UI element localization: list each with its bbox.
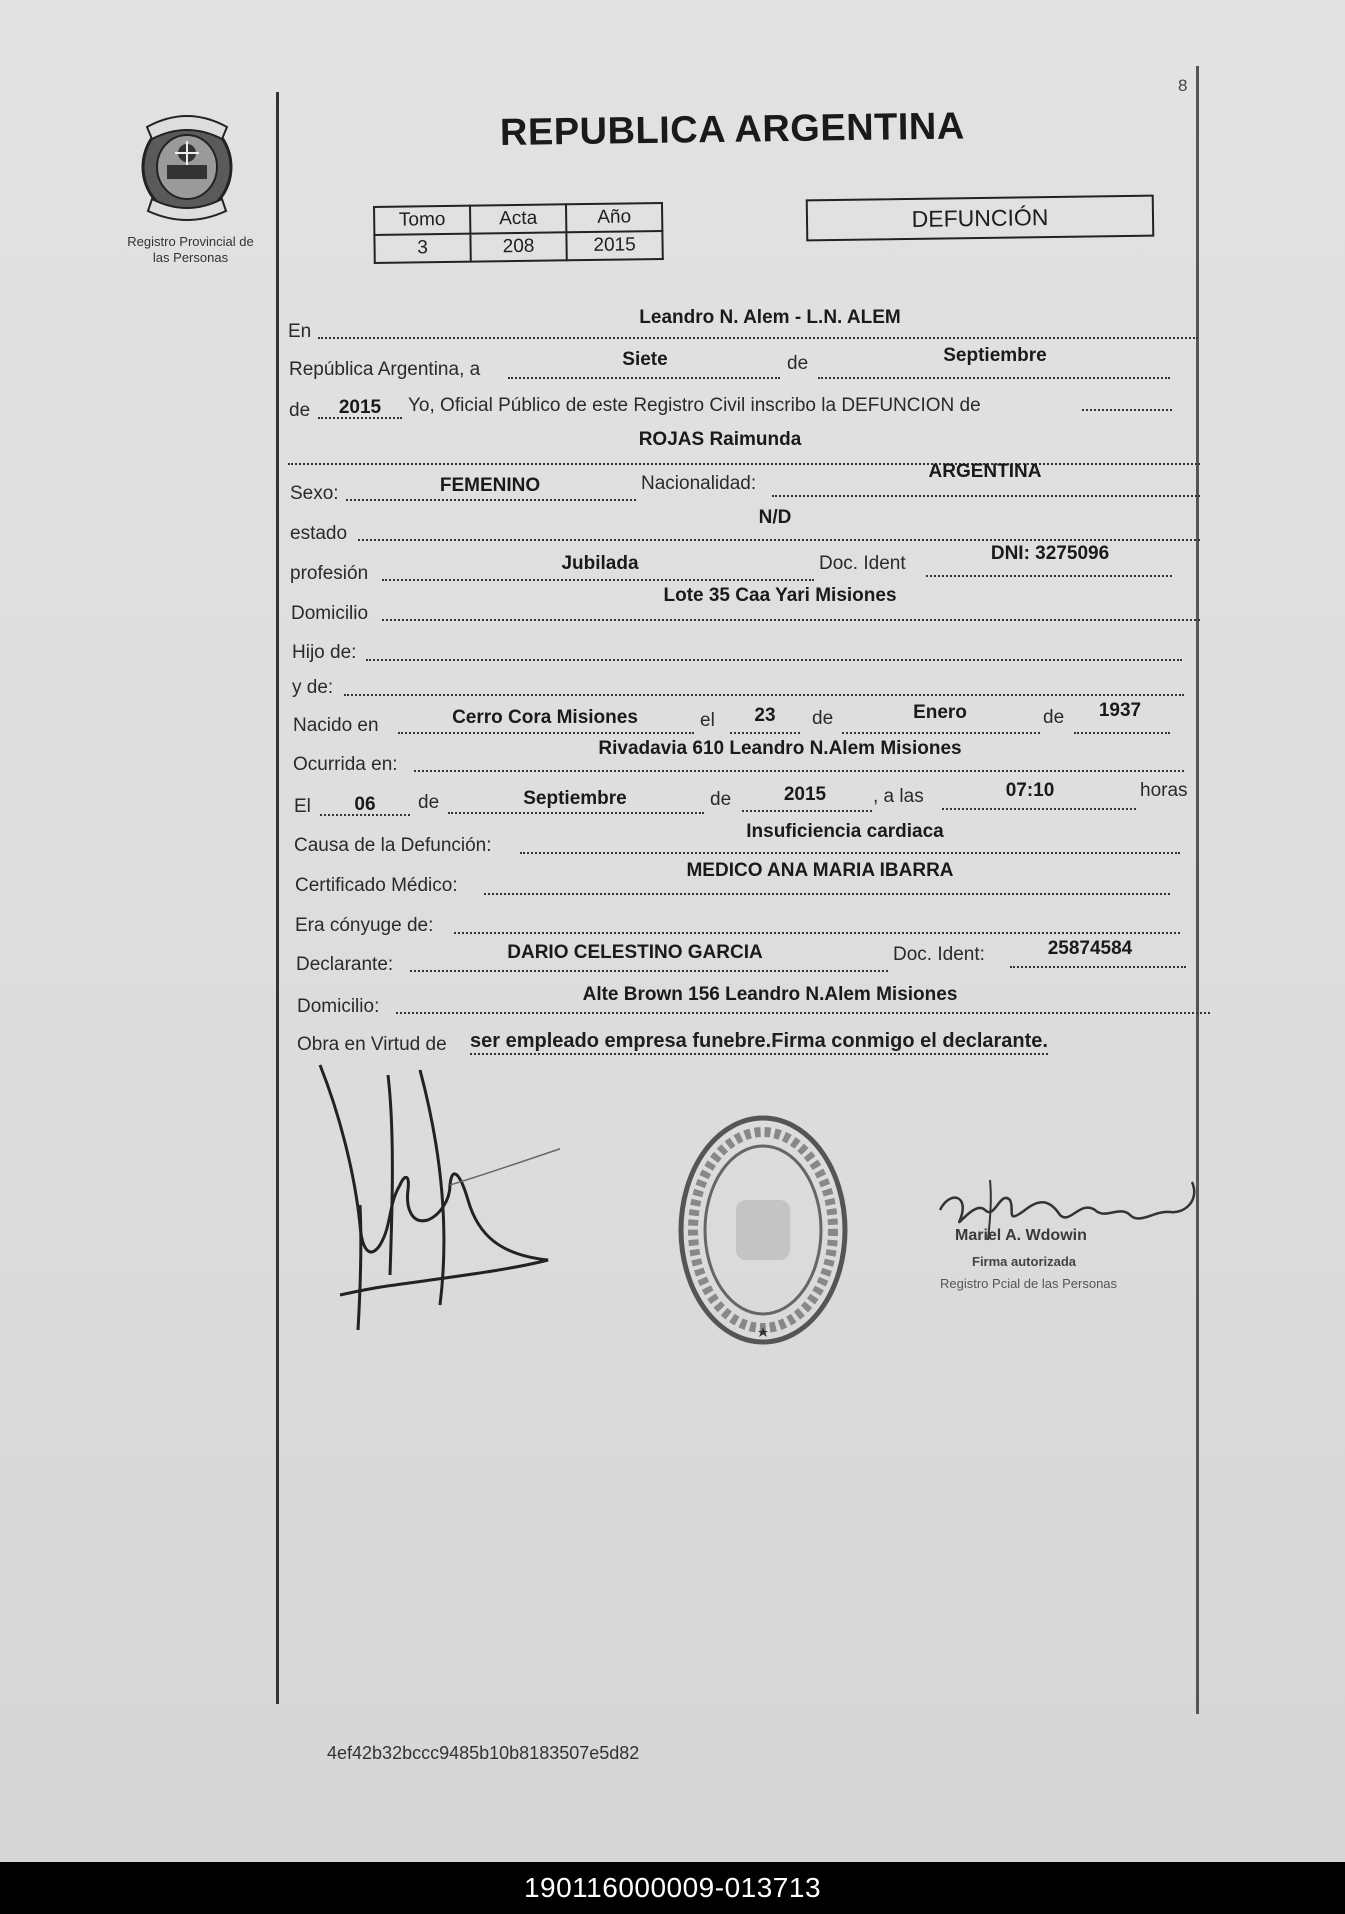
record-reference-table [373, 202, 664, 264]
label-domicilio-2: Domicilio: [297, 996, 380, 1017]
value-ocurrida: Rivadavia 610 Leandro N.Alem Misiones [598, 738, 962, 759]
value-obra: ser empleado empresa funebre.Firma conmigo el declarante. [470, 1030, 1048, 1055]
registry-seal-icon [668, 1105, 858, 1355]
dots-conyuge [454, 910, 1180, 934]
label-estado: estado [290, 523, 348, 544]
label-profesion: profesión [290, 563, 369, 584]
row-causa [0, 821, 1345, 864]
label-el: el [700, 710, 715, 731]
value-death-time: 07:10 [1005, 780, 1055, 801]
label-certificado: Certificado Médico: [295, 875, 458, 896]
ref-value-tomo: 3 [374, 234, 470, 263]
text-oficial: Yo, Oficial Público de este Registro Civil inscribo la DEFUNCION de [408, 395, 981, 416]
official-role: Firma autorizada [972, 1254, 1077, 1269]
value-declarante: DARIO CELESTINO GARCIA [507, 942, 763, 963]
row-deceased-name [0, 429, 1345, 469]
row-profesion [0, 543, 1345, 587]
row-death-date [0, 780, 1345, 822]
value-birth-month: Enero [913, 702, 967, 723]
label-sexo: Sexo: [290, 483, 339, 504]
value-day-word: Siete [622, 349, 668, 370]
ref-value-acta: 208 [470, 232, 566, 261]
value-birth-year: 1937 [1098, 700, 1142, 721]
row-estado [0, 507, 1345, 547]
row-declarante [0, 938, 1345, 982]
value-deceased-name: ROJAS Raimunda [638, 429, 802, 450]
ref-header-acta: Acta [470, 204, 566, 233]
value-doc-ident: DNI: 3275096 [990, 543, 1110, 564]
label-doc-ident: Doc. Ident [819, 553, 906, 574]
value-causa: Insuficiencia cardiaca [746, 821, 944, 842]
value-declarante-doc: 25874584 [1047, 938, 1133, 959]
barcode-footer: 190116000009-013713 [0, 1862, 1345, 1914]
document-hash: 4ef42b32bccc9485b10b8183507e5d82 [327, 1743, 640, 1763]
label-de-1: de [787, 353, 809, 374]
crest-caption-line1: Registro Provincial de [127, 234, 254, 249]
label-hijo-de: Hijo de: [292, 642, 357, 663]
row-domicilio-declarante [0, 984, 1345, 1024]
document-title: REPUBLICA ARGENTINA [499, 105, 966, 154]
label-en: En [288, 321, 312, 342]
label-conyuge: Era cónyuge de: [295, 915, 434, 936]
label-obra: Obra en Virtud de [297, 1034, 447, 1055]
label-nacido: Nacido en [293, 715, 379, 736]
record-type-box: DEFUNCIÓN [806, 195, 1155, 242]
label-a-las: , a las [873, 786, 924, 807]
value-sexo: FEMENINO [439, 475, 541, 496]
ref-value-ano: 2015 [566, 231, 662, 260]
label-y-de: y de: [292, 677, 334, 698]
label-republica: República Argentina, a [289, 359, 481, 380]
value-year: 2015 [338, 397, 382, 418]
value-estado: N/D [758, 507, 792, 528]
crest-caption [108, 234, 273, 266]
crest-caption-line2: las Personas [152, 250, 229, 265]
value-death-month: Septiembre [523, 788, 627, 809]
label-causa: Causa de la Defunción: [294, 835, 492, 856]
value-month-word: Septiembre [943, 345, 1047, 366]
row-obra-en-virtud [0, 1030, 1345, 1064]
value-death-year: 2015 [783, 784, 827, 805]
official-office: Registro Pcial de las Personas [940, 1276, 1118, 1291]
dots-oficial-end [1082, 387, 1172, 411]
value-nacido: Cerro Cora Misiones [452, 707, 638, 728]
value-nacionalidad: ARGENTINA [928, 461, 1042, 482]
label-de-2: de [289, 400, 311, 421]
row-date-line [0, 345, 1345, 389]
dots-hijo-de [366, 637, 1182, 661]
label-domicilio: Domicilio [291, 603, 369, 624]
value-domicilio: Lote 35 Caa Yari Misiones [663, 585, 897, 606]
row-certificado [0, 860, 1345, 905]
label-de-4: de [1043, 707, 1065, 728]
ref-header-tomo: Tomo [374, 206, 470, 235]
dots-y-de [344, 672, 1184, 696]
value-profesion: Jubilada [561, 553, 639, 574]
row-domicilio [0, 585, 1345, 629]
label-el-2: El [294, 796, 311, 817]
declarant-signature-icon [300, 1055, 560, 1335]
label-declarante-doc: Doc. Ident: [893, 944, 985, 965]
ref-header-ano: Año [566, 203, 662, 232]
provincial-crest-icon [132, 105, 242, 223]
row-hijo-de [0, 637, 1345, 671]
label-horas: horas [1140, 780, 1188, 801]
label-declarante: Declarante: [296, 954, 394, 975]
row-sexo [0, 461, 1345, 507]
label-de-5: de [418, 792, 440, 813]
value-certificado: MEDICO ANA MARIA IBARRA [686, 860, 954, 881]
row-oficial [0, 395, 1345, 429]
row-en [0, 307, 1345, 349]
row-ocurrida [0, 738, 1345, 782]
label-de-3: de [812, 708, 834, 729]
page-number: 8 [1178, 76, 1188, 95]
label-ocurrida: Ocurrida en: [293, 754, 398, 775]
label-de-6: de [710, 789, 732, 810]
value-domicilio-2: Alte Brown 156 Leandro N.Alem Misiones [582, 984, 958, 1005]
value-birth-day: 23 [754, 705, 776, 726]
official-name: Mariel A. Wdowin [955, 1227, 1087, 1244]
value-death-day: 06 [354, 794, 376, 815]
value-locality: Leandro N. Alem - L.N. ALEM [639, 307, 901, 328]
label-nacionalidad: Nacionalidad: [641, 473, 757, 494]
